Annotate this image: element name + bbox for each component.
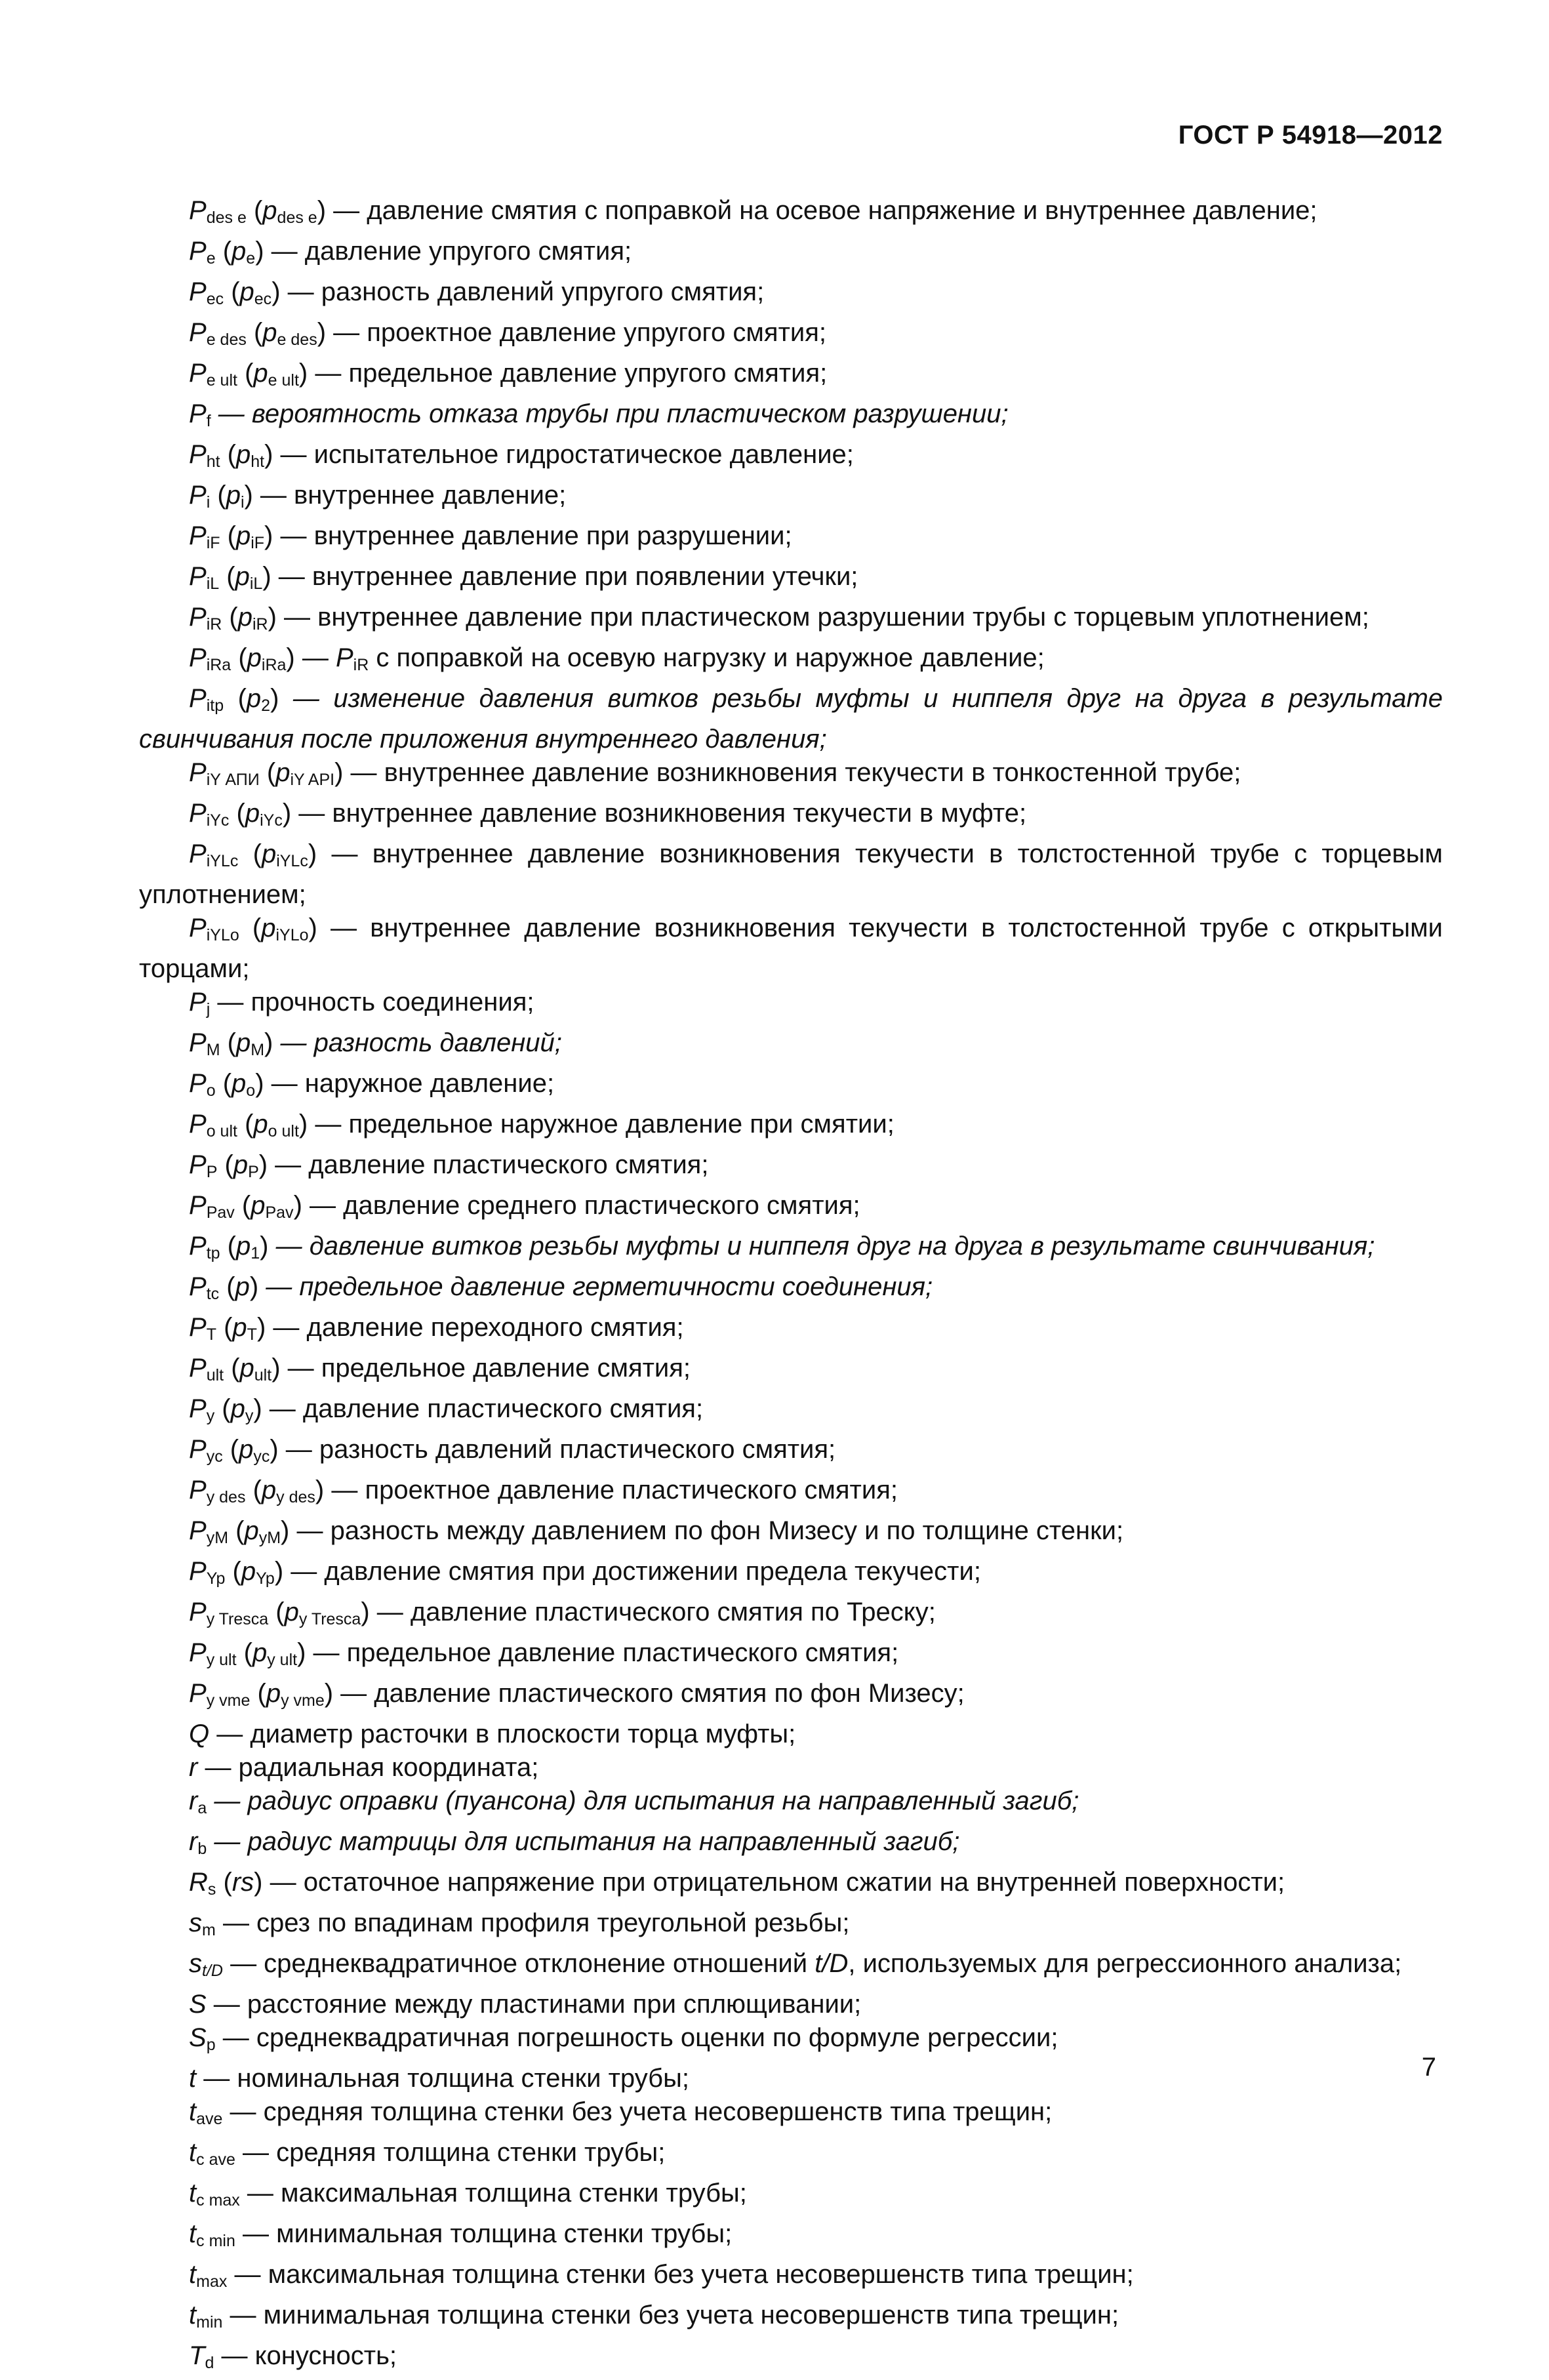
definition-entry: tmin — минимальная толщина стенки без учета несовершенств типа трещин;: [189, 2301, 1119, 2331]
definition-entry: tc max — максимальная толщина стенки трубы;: [189, 2179, 747, 2209]
definition-entry: PP (pP) — давление пластического смятия;: [189, 1150, 709, 1181]
definition-entry: PiYLo (piYLo) — внутреннее давление возникновения текучести в толстостенной трубе с открытыми торцами;: [139, 914, 1443, 983]
definition-entry: Pht (pht) — испытательное гидростатическое давление;: [189, 440, 854, 471]
definition-entry: PT (pT) — давление переходного смятия;: [189, 1313, 684, 1344]
definition-entry: Pdes e (pdes e) — давление смятия с поправкой на осевое напряжение и внутреннее давление;: [189, 196, 1318, 227]
definition-entry: tmax — максимальная толщина стенки без учета несовершенств типа трещин;: [189, 2260, 1134, 2291]
definition-entry: Pe ult (pe ult) — предельное давление упругого смятия;: [189, 359, 828, 390]
definition-entry: Td — конусность;: [189, 2341, 397, 2372]
definition-entry: tc min — минимальная толщина стенки трубы;: [189, 2219, 733, 2250]
definition-entry: Pf — вероятность отказа трубы при пластическом разрушении;: [189, 399, 1009, 430]
definition-entry: rb — радиус матрицы для испытания на направленный загиб;: [189, 1827, 960, 1858]
definition-entry: PiYLc (piYLc) — внутреннее давление возникновения текучести в толстостенной трубе с торцевым уплотнением;: [139, 839, 1443, 909]
definition-entry: Pi (pi) — внутреннее давление;: [189, 481, 567, 512]
definition-entry: Ptc (p) — предельное давление герметичности соединения;: [189, 1272, 933, 1303]
definition-entry: Ptp (p1) — давление витков резьбы муфты и ниппеля друг на друга в результате свинчивания;: [189, 1232, 1375, 1262]
definition-entry: Pj — прочность соединения;: [189, 988, 534, 1019]
definition-entry: tave — средняя толщина стенки без учета несовершенств типа трещин;: [189, 2097, 1053, 2128]
definition-entry: PiYc (piYc) — внутреннее давление возникновения текучести в муфте;: [189, 799, 1027, 830]
definition-entry: ra — радиус оправки (пуансона) для испытания на направленный загиб;: [189, 1786, 1079, 1817]
definition-entry: r — радиальная координата;: [189, 1753, 539, 1782]
symbol-definitions-list: [139, 194, 1443, 2380]
definition-entry: Sp — среднеквадратичная погрешность оценки по формуле регрессии;: [189, 2023, 1058, 2054]
document-header: ГОСТ Р 54918—2012: [1178, 121, 1443, 150]
definition-entry: st/D — среднеквадратичное отклонение отношений t/D, используемых для регрессионного анализа;: [189, 1949, 1402, 1980]
definition-entry: Po (po) — наружное давление;: [189, 1069, 555, 1100]
definition-entry: Pyc (pyc) — разность давлений пластического смятия;: [189, 1435, 836, 1466]
definition-entry: Py ult (py ult) — предельное давление пластического смятия;: [189, 1638, 899, 1669]
definition-entry: tc ave — средняя толщина стенки трубы;: [189, 2138, 666, 2169]
definition-entry: Py vme (py vme) — давление пластического смятия по фон Мизесу;: [189, 1679, 965, 1710]
definition-entry: PYp (pYp) — давление смятия при достижении предела текучести;: [189, 1557, 981, 1588]
definition-entry: PiL (piL) — внутреннее давление при появлении утечки;: [189, 562, 858, 593]
definition-entry: Q — диаметр расточки в плоскости торца муфты;: [189, 1720, 796, 1748]
definition-entry: Py (py) — давление пластического смятия;: [189, 1394, 704, 1425]
definition-entry: Rs (rs) — остаточное напряжение при отрицательном сжатии на внутренней поверхности;: [189, 1868, 1285, 1899]
definition-entry: Pitp (p2) — изменение давления витков резьбы муфты и ниппеля друг на друга в результате свинчивания после приложения внутреннего давления;: [139, 684, 1443, 754]
definition-entry: t — номинальная толщина стенки трубы;: [189, 2064, 689, 2093]
definition-entry: Pe des (pe des) — проектное давление упругого смятия;: [189, 318, 827, 349]
definition-entry: PyM (pyM) — разность между давлением по фон Мизесу и по толщине стенки;: [189, 1516, 1124, 1547]
definition-entry: PM (pM) — разность давлений;: [189, 1028, 562, 1059]
definition-entry: PPav (pPav) — давление среднего пластического смятия;: [189, 1191, 860, 1222]
definition-entry: Py Tresca (py Tresca) — давление пластического смятия по Треску;: [189, 1598, 936, 1628]
definition-entry: Py des (py des) — проектное давление пластического смятия;: [189, 1476, 898, 1506]
page-number: 7: [1421, 2053, 1436, 2082]
definition-entry: Pult (pult) — предельное давление смятия;: [189, 1354, 691, 1384]
definition-entry: S — расстояние между пластинами при сплющивании;: [189, 1990, 862, 2019]
definition-entry: Pec (pec) — разность давлений упругого смятия;: [189, 277, 765, 308]
definition-entry: Pe (pe) — давление упругого смятия;: [189, 237, 632, 268]
definition-entry: PiR (piR) — внутреннее давление при пластическом разрушении трубы с торцевым уплотнением;: [189, 603, 1369, 634]
definition-entry: PiRa (piRa) — PiR с поправкой на осевую нагрузку и наружное давление;: [189, 643, 1045, 674]
definition-entry: sm — срез по впадинам профиля треугольной резьбы;: [189, 1908, 850, 1939]
definition-entry: PiF (piF) — внутреннее давление при разрушении;: [189, 521, 792, 552]
definition-entry: Po ult (po ult) — предельное наружное давление при смятии;: [189, 1110, 895, 1140]
definition-entry: PiY АПИ (piY API) — внутреннее давление возникновения текучести в тонкостенной трубе;: [189, 758, 1241, 789]
